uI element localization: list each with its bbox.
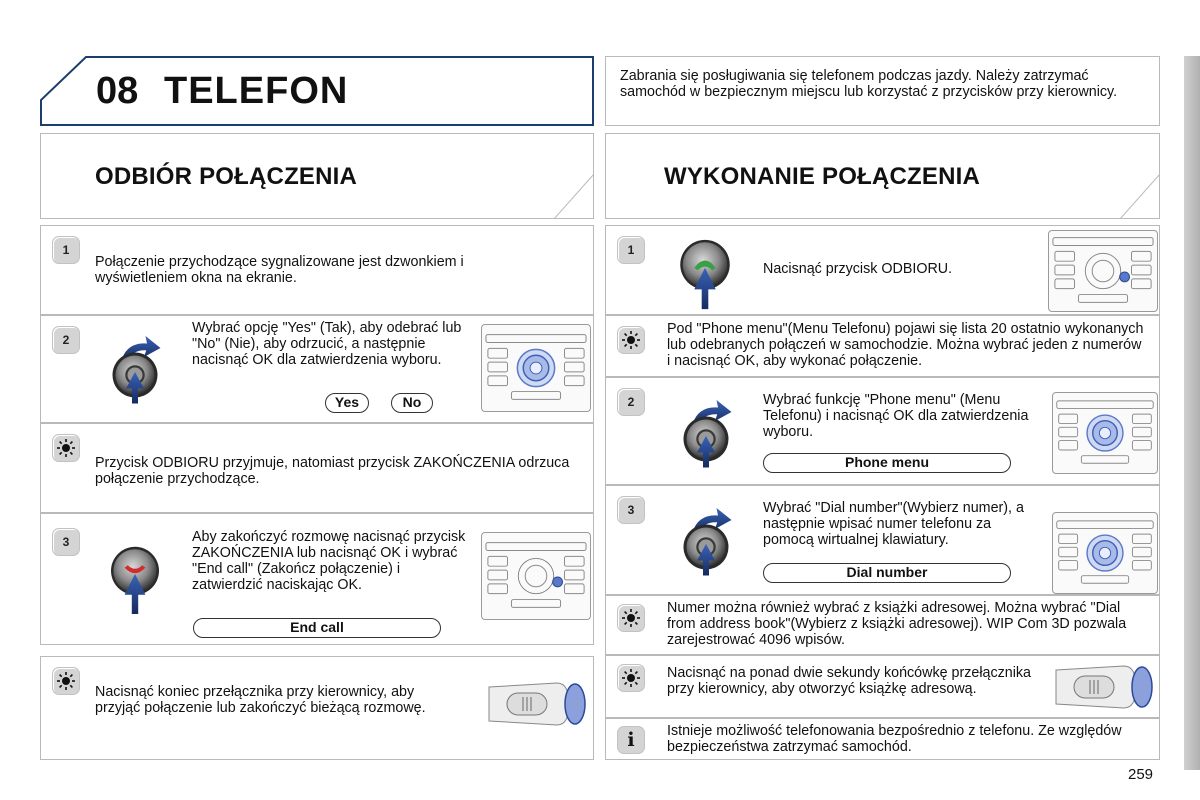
left-step3-text: Aby zakończyć rozmowę nacisnąć przycisk ZAKOŃCZENIA lub nacisnąć OK i wybrać "End call" (Zakończ połączenie) i zatwierdzić naciskając OK. xyxy=(192,529,466,593)
right-step2-panel xyxy=(605,377,1160,485)
dashboard-knob-icon xyxy=(482,325,590,411)
dashboard-illustration xyxy=(1052,392,1158,474)
chapter-title: TELEFON xyxy=(164,70,349,112)
rotary-knob-icon xyxy=(676,384,736,476)
answer-call-button-icon xyxy=(672,228,738,316)
info-icon: i xyxy=(617,726,645,754)
tip-badge xyxy=(617,604,645,632)
left-tip2-panel xyxy=(40,656,594,760)
right-info-text: Istnieje możliwość telefonowania bezpośrednio z telefonu. Ze względów bezpieczeństwa zatrzymać samochód. xyxy=(667,723,1122,755)
step-badge: 1 xyxy=(52,236,80,264)
corner-fold xyxy=(554,159,594,219)
right-tip3-panel xyxy=(605,655,1160,718)
warning-text: Zabrania się posługiwania się telefonem podczas jazdy. Należy zatrzymać samochód w bezpiecznym miejscu lub korzystać z przycisków przy kierownicy. xyxy=(620,68,1118,100)
dashboard-knob-icon xyxy=(1053,513,1157,593)
step-badge: 1 xyxy=(617,236,645,264)
chapter-number: 08 xyxy=(96,70,139,112)
dashboard-illustration xyxy=(481,532,591,620)
right-tip1-panel xyxy=(605,315,1160,377)
right-step3-panel xyxy=(605,485,1160,595)
yes-button[interactable]: Yes xyxy=(325,393,369,413)
right-heading-panel xyxy=(605,133,1160,219)
step-badge: 3 xyxy=(617,496,645,524)
left-step3-panel xyxy=(40,513,594,645)
right-step1-text: Nacisnąć przycisk ODBIORU. xyxy=(763,261,953,277)
dashboard-illustration xyxy=(1052,512,1158,594)
dashboard-answer-icon xyxy=(1049,231,1157,311)
end-call-button[interactable]: End call xyxy=(193,618,441,638)
dashboard-knob-icon xyxy=(1053,393,1157,473)
tip-badge xyxy=(52,434,80,462)
dashboard-end-icon xyxy=(482,533,590,619)
sun-icon xyxy=(621,608,641,628)
dashboard-illustration xyxy=(481,324,591,412)
end-call-button-icon xyxy=(103,538,167,618)
right-step3-text: Wybrać "Dial number"(Wybierz numer), a następnie wpisać numer telefonu za pomocą wirtualnej klawiatury. xyxy=(763,500,1024,548)
rotary-knob-icon xyxy=(676,492,736,584)
no-button[interactable]: No xyxy=(391,393,433,413)
tip-badge xyxy=(52,667,80,695)
step-badge: 3 xyxy=(52,528,80,556)
sun-icon xyxy=(621,330,641,350)
chapter-header xyxy=(40,56,594,126)
left-step2-text: Wybrać opcję "Yes" (Tak), aby odebrać lub "No" (Nie), aby odrzucić, a następnie nacisnąć OK dla zatwierdzenia wyboru. xyxy=(192,320,462,368)
left-step2-panel xyxy=(40,315,594,423)
right-info-panel xyxy=(605,718,1160,760)
sun-icon xyxy=(56,438,76,458)
right-tip3-text: Nacisnąć na ponad dwie sekundy końcówkę przełącznika przy kierownicy, aby otworzyć książkę adresową. xyxy=(667,665,1031,697)
sun-icon xyxy=(621,668,641,688)
chapter-side-tab xyxy=(1184,56,1200,770)
warning-box xyxy=(605,56,1160,126)
right-step2-text: Wybrać funkcję "Phone menu" (Menu Telefonu) i nacisnąć OK dla zatwierdzenia wyboru. xyxy=(763,392,1029,440)
left-tip1-text: Przycisk ODBIORU przyjmuje, natomiast przycisk ZAKOŃCZENIA odrzuca połączenie przychodzące. xyxy=(95,455,570,487)
steering-stalk-icon xyxy=(487,679,587,729)
left-heading-panel xyxy=(40,133,594,219)
dial-number-button[interactable]: Dial number xyxy=(763,563,1011,583)
step-badge: 2 xyxy=(617,388,645,416)
right-step1-panel xyxy=(605,225,1160,315)
dashboard-illustration xyxy=(1048,230,1158,312)
left-tip1-panel xyxy=(40,423,594,513)
sun-icon xyxy=(56,671,76,691)
page-number: 259 xyxy=(1128,766,1154,783)
left-heading: ODBIÓR POŁĄCZENIA xyxy=(95,163,358,190)
left-step1-text: Połączenie przychodzące sygnalizowane jest dzwonkiem i wyświetleniem okna na ekranie. xyxy=(95,254,464,286)
tip-badge xyxy=(617,664,645,692)
left-tip2-text: Nacisnąć koniec przełącznika przy kierownicy, aby przyjąć połączenie lub zakończyć bieżącą rozmowę. xyxy=(95,684,426,716)
tip-badge xyxy=(617,326,645,354)
left-step1-panel xyxy=(40,225,594,315)
step-badge: 2 xyxy=(52,326,80,354)
corner-fold xyxy=(1120,159,1160,219)
right-tip2-text: Numer można również wybrać z książki adresowej. Można wybrać "Dial from address book"(Wybierz z książki adresowej). WIP Com 3D pozwala zarejestrować 4096 wpisów. xyxy=(667,600,1127,648)
rotary-knob-icon xyxy=(105,320,165,412)
right-heading: WYKONANIE POŁĄCZENIA xyxy=(664,163,980,190)
steering-stalk-icon xyxy=(1054,662,1154,712)
phone-menu-button[interactable]: Phone menu xyxy=(763,453,1011,473)
right-tip2-panel xyxy=(605,595,1160,655)
right-tip1-text: Pod "Phone menu"(Menu Telefonu) pojawi się lista 20 ostatnio wykonanych lub odebranych połączeń w samochodzie. Można wybrać jeden z numerów i nacisnąć OK, aby wykonać połączenie. xyxy=(667,321,1144,369)
